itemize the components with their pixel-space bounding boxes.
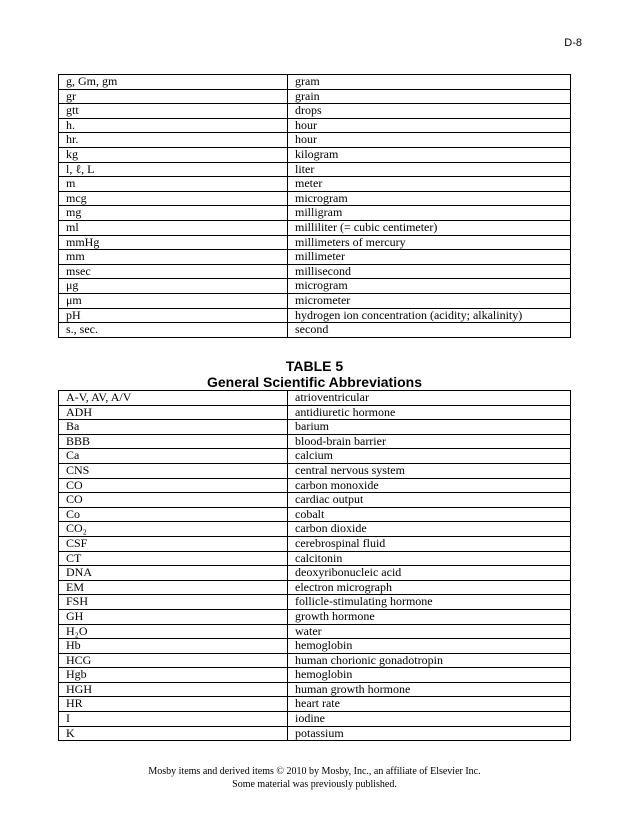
footer-line-1: Mosby items and derived items © 2010 by Mosby, Inc., an affiliate of Elsevier Inc. xyxy=(148,766,481,777)
table-row xyxy=(59,668,571,683)
abbreviation-cell: h. xyxy=(59,118,288,133)
abbreviation-cell: HGH xyxy=(59,682,288,697)
table-row xyxy=(59,293,571,308)
abbreviation-cell: μm xyxy=(59,293,288,308)
meaning-cell: hour xyxy=(288,118,571,133)
meaning-cell: human growth hormone xyxy=(288,682,571,697)
table-row xyxy=(59,566,571,581)
abbreviation-cell: CSF xyxy=(59,536,288,551)
table-row xyxy=(59,624,571,639)
abbreviation-cell: I xyxy=(59,712,288,727)
table-row xyxy=(59,250,571,265)
meaning-cell: heart rate xyxy=(288,697,571,712)
table-row xyxy=(59,308,571,323)
meaning-cell: millisecond xyxy=(288,264,571,279)
table-row xyxy=(59,595,571,610)
meaning-cell: meter xyxy=(288,177,571,192)
copyright-footer xyxy=(58,765,571,791)
abbreviation-cell: Hgb xyxy=(59,668,288,683)
abbreviation-cell: ml xyxy=(59,220,288,235)
abbreviation-cell: CO xyxy=(59,493,288,508)
meaning-cell: second xyxy=(288,323,571,338)
meaning-cell: liter xyxy=(288,162,571,177)
abbreviation-cell: BBB xyxy=(59,434,288,449)
table-row xyxy=(59,682,571,697)
abbreviation-cell: A-V, AV, A/V xyxy=(59,391,288,406)
table-row xyxy=(59,264,571,279)
abbreviation-cell: CO xyxy=(59,478,288,493)
abbreviation-cell: mcg xyxy=(59,191,288,206)
meaning-cell: growth hormone xyxy=(288,609,571,624)
table-row xyxy=(59,133,571,148)
abbreviation-cell: CNS xyxy=(59,463,288,478)
abbreviation-cell: mmHg xyxy=(59,235,288,250)
abbreviation-cell: l, ℓ, L xyxy=(59,162,288,177)
table-row xyxy=(59,536,571,551)
page-number: D-8 xyxy=(564,37,582,49)
table-row xyxy=(59,191,571,206)
footer-line-2: Some material was previously published. xyxy=(232,779,397,790)
meaning-cell: drops xyxy=(288,104,571,119)
abbreviation-cell: CO₂ xyxy=(59,522,288,537)
meaning-cell: kilogram xyxy=(288,147,571,162)
meaning-cell: antidiuretic hormone xyxy=(288,405,571,420)
abbreviation-cell: mg xyxy=(59,206,288,221)
abbreviation-cell: EM xyxy=(59,580,288,595)
abbreviation-cell: Hb xyxy=(59,639,288,654)
meaning-cell: gram xyxy=(288,75,571,90)
meaning-cell: hemoglobin xyxy=(288,639,571,654)
meaning-cell: electron micrograph xyxy=(288,580,571,595)
general-scientific-abbreviations-table xyxy=(58,390,571,741)
abbreviation-cell: s., sec. xyxy=(59,323,288,338)
meaning-cell: human chorionic gonadotropin xyxy=(288,653,571,668)
table-row xyxy=(59,580,571,595)
abbreviation-cell: gtt xyxy=(59,104,288,119)
meaning-cell: iodine xyxy=(288,712,571,727)
table-row xyxy=(59,75,571,90)
abbreviation-cell: H₂O xyxy=(59,624,288,639)
meaning-cell: potassium xyxy=(288,726,571,741)
units-abbreviation-table xyxy=(58,74,571,338)
meaning-cell: carbon monoxide xyxy=(288,478,571,493)
meaning-cell: water xyxy=(288,624,571,639)
meaning-cell: carbon dioxide xyxy=(288,522,571,537)
meaning-cell: millimeter xyxy=(288,250,571,265)
table-row xyxy=(59,493,571,508)
table-row xyxy=(59,405,571,420)
table-row xyxy=(59,463,571,478)
table-row xyxy=(59,522,571,537)
table-row xyxy=(59,712,571,727)
abbreviation-cell: DNA xyxy=(59,566,288,581)
meaning-cell: microgram xyxy=(288,279,571,294)
meaning-cell: millimeters of mercury xyxy=(288,235,571,250)
meaning-cell: barium xyxy=(288,420,571,435)
abbreviation-cell: GH xyxy=(59,609,288,624)
meaning-cell: central nervous system xyxy=(288,463,571,478)
meaning-cell: hydrogen ion concentration (acidity; alkalinity) xyxy=(288,308,571,323)
abbreviation-cell: HCG xyxy=(59,653,288,668)
meaning-cell: microgram xyxy=(288,191,571,206)
abbreviation-cell: HR xyxy=(59,697,288,712)
table-row xyxy=(59,118,571,133)
abbreviation-cell: pH xyxy=(59,308,288,323)
table-row xyxy=(59,449,571,464)
table-row xyxy=(59,235,571,250)
table-row xyxy=(59,507,571,522)
meaning-cell: hour xyxy=(288,133,571,148)
meaning-cell: deoxyribonucleic acid xyxy=(288,566,571,581)
table-row xyxy=(59,89,571,104)
meaning-cell: milliliter (= cubic centimeter) xyxy=(288,220,571,235)
abbreviation-cell: msec xyxy=(59,264,288,279)
meaning-cell: micrometer xyxy=(288,293,571,308)
table-row xyxy=(59,609,571,624)
table-row xyxy=(59,279,571,294)
table-row xyxy=(59,323,571,338)
table-row xyxy=(59,162,571,177)
abbreviation-cell: Co xyxy=(59,507,288,522)
table-row xyxy=(59,147,571,162)
meaning-cell: milligram xyxy=(288,206,571,221)
meaning-cell: cardiac output xyxy=(288,493,571,508)
abbreviation-cell: gr xyxy=(59,89,288,104)
table-row xyxy=(59,206,571,221)
table-row xyxy=(59,639,571,654)
abbreviation-cell: FSH xyxy=(59,595,288,610)
table-row xyxy=(59,434,571,449)
abbreviation-cell: CT xyxy=(59,551,288,566)
table-5-label: TABLE 5 xyxy=(285,358,344,374)
meaning-cell: grain xyxy=(288,89,571,104)
abbreviation-cell: Ba xyxy=(59,420,288,435)
abbreviation-cell: kg xyxy=(59,147,288,162)
abbreviation-cell: m xyxy=(59,177,288,192)
table-row xyxy=(59,653,571,668)
meaning-cell: calcitonin xyxy=(288,551,571,566)
meaning-cell: cobalt xyxy=(288,507,571,522)
meaning-cell: blood-brain barrier xyxy=(288,434,571,449)
meaning-cell: cerebrospinal fluid xyxy=(288,536,571,551)
table-row xyxy=(59,478,571,493)
abbreviation-cell: Ca xyxy=(59,449,288,464)
table-row xyxy=(59,551,571,566)
table-row xyxy=(59,420,571,435)
table-row xyxy=(59,726,571,741)
meaning-cell: follicle-stimulating hormone xyxy=(288,595,571,610)
table-row xyxy=(59,177,571,192)
abbreviation-cell: K xyxy=(59,726,288,741)
table-5-caption: General Scientific Abbreviations xyxy=(207,374,422,390)
meaning-cell: atrioventricular xyxy=(288,391,571,406)
table-row xyxy=(59,220,571,235)
abbreviation-cell: hr. xyxy=(59,133,288,148)
abbreviation-cell: mm xyxy=(59,250,288,265)
table-row xyxy=(59,104,571,119)
table-row xyxy=(59,391,571,406)
meaning-cell: hemoglobin xyxy=(288,668,571,683)
table-row xyxy=(59,697,571,712)
abbreviation-cell: μg xyxy=(59,279,288,294)
meaning-cell: calcium xyxy=(288,449,571,464)
abbreviation-cell: g, Gm, gm xyxy=(59,75,288,90)
abbreviation-cell: ADH xyxy=(59,405,288,420)
